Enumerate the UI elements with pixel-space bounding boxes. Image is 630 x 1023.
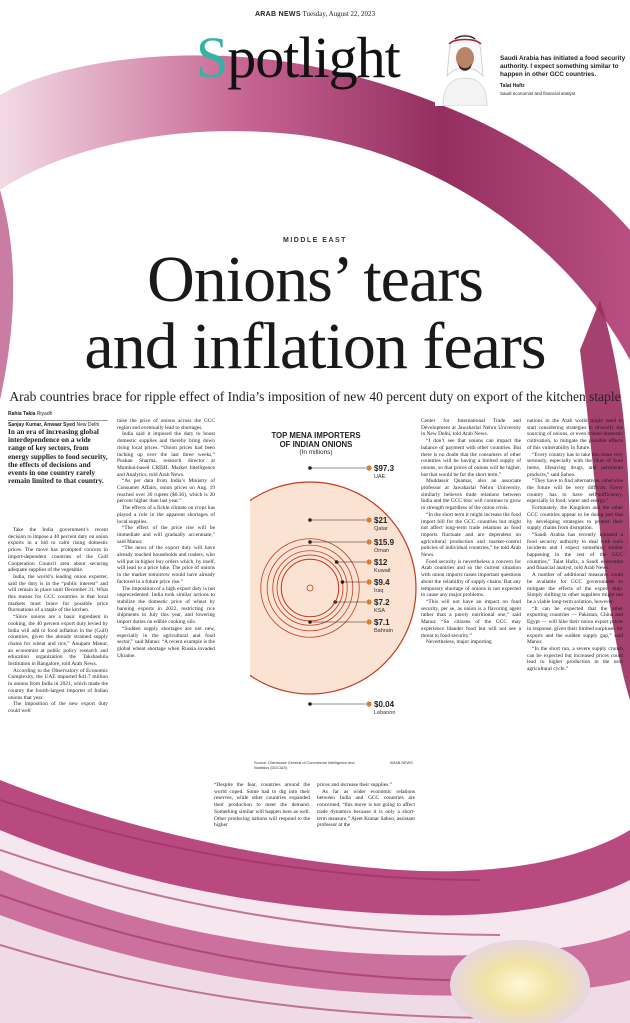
chart-source: Source: Directorate General of Commercial Intelligence and Statistics (DGCI&S) <box>254 761 355 770</box>
paragraph: A number of additional measures could be available for GCC governments to mitigate the effects of the export duty. Simply shifting to other suppliers might not be a viable long-term solution, however. <box>527 572 623 605</box>
article-column-5 <box>527 418 623 673</box>
category-label-uae: UAE <box>374 474 386 480</box>
value-label-oman: $15.9 <box>374 538 395 547</box>
paragraph: According to the Observatory of Economic Complexity, the UAE imported $41.7 million in onions from India in 2021, which made the country the fourth-largest importer of Indian onions that year. <box>8 667 108 701</box>
article-column-1 <box>8 527 108 715</box>
value-label-kuwait: $12 <box>374 558 388 567</box>
paragraph: “In the short run, a severe supply crunch can be expected but increased prices could lead to higher production in the next agricultural cycle.” <box>527 645 623 673</box>
value-label-qatar: $21 <box>374 516 388 525</box>
paragraph: “I don’t see that onions can impact the balance of payment with other countries. But there is no doubt that the consumers of other countries will be having a limited supply of onions, so that prices of onions will be higher, but that would be for the short term.” <box>421 438 521 478</box>
article-intro: In an era of increasing global interdependence on a wide range of key sectors, from energy supplies to food security, the effects of decisions and events in one country rarely remain limited to that country. <box>8 427 108 486</box>
paragraph: The imposition of the new export duty could well <box>8 701 108 714</box>
pull-quote-name: Talat Hafiz <box>500 83 525 89</box>
paragraph: The imposition of a high export duty is not unprecedented. India took similar actions to stabilize the domestic price of wheat by banning exports in 2022, restricting rice shipments in July this year, and lowering import duties on edible cooking oils. <box>117 585 215 626</box>
label-marker-oman <box>366 539 371 544</box>
section-title-spotlight <box>196 25 400 90</box>
paragraph: prices and increase their supplies.” <box>317 782 392 788</box>
issue-date: Tuesday, August 22, 2023 <box>302 10 376 18</box>
paragraph: “The news of the export duty will have already reached households and traders, who will put in higher buy orders which, by itself, will lead to a price hike. The price of onions in the market tomorrow would have already factored in a future price rise.” <box>117 545 215 585</box>
category-label-lebanon: Lebanon <box>374 710 396 716</box>
paragraph: “Despite the fear, countries around the world coped. Some had to dig into their reserves, while other countries expanded their production to meet the demand. Something similar will happen here as well. Other producing nations will respond to the higher <box>214 782 310 829</box>
paragraph: nations in the Arab world might need to start considering strategies to diversify the sourcing of onions, or even bolster domestic cultivation, to mitigate the possible effects of this vulnerability in future. <box>527 418 623 451</box>
article-column-4 <box>421 418 521 646</box>
label-marker-kuwait <box>366 559 371 564</box>
category-label-oman: Oman <box>374 548 389 554</box>
paragraph: “As per data from India’s Ministry of Consumer Affairs, onion prices on Aug. 19 reached over 30 rupees ($0.36), which is 20 percent higher than last year.” <box>117 478 215 505</box>
value-label-iraq: $9.4 <box>374 578 390 587</box>
pull-quote-text: Saudi Arabia has initiated a food security authority. I expect something similar to happen in other GCC countries. <box>500 55 626 78</box>
article-column-2 <box>117 418 215 659</box>
paragraph: Muddassir Quamar, also an associate professor at Jawaharlal Nehru University, similarly believes trade relations between India and the GCC bloc will continue to grow in strength regardless of the onion crisis. <box>421 478 521 512</box>
paragraph: “Saudi Arabia has recently initiated a food security authority to deal with such incidents and I expect something similar happening in the rest of the GCC countries,” Talat Hafiz, a Saudi economist and financial analyst, told Arab News. <box>527 531 623 572</box>
paragraph: “Since onions are a basic ingredient in cooking, the 40 percent export duty levied by India will add to food inflation in the (Gulf) countries, given the already strained supply chains for wheat and rice,” Anupam Manur, an economist at public policy research and education organization the Takshashila Institution in Bangalore, told Arab News. <box>8 614 108 668</box>
pull-quote <box>500 55 628 98</box>
subheadline: Arab countries brace for ripple effect of India’s imposition of new 40 percent duty on export of the kitchen staple <box>9 389 621 404</box>
value-label-uae: $97.3 <box>374 464 395 473</box>
byline-location-1: Riyadh <box>36 411 53 417</box>
label-marker-iraq <box>366 579 371 584</box>
value-label-ksa: $7.2 <box>374 598 390 607</box>
byline-author-1: Rahia Takia <box>8 411 36 417</box>
headline-line-2: and inflation fears <box>84 310 546 383</box>
paragraph: “They have to find alternatives, otherwise the future will be very difficult. Every country has to have self-sufficiency, especially in food, water and energy.” <box>527 478 623 505</box>
paragraph: “The effect of the price rise will be immediate and will gradually accentuate,” said Manur. <box>117 525 215 545</box>
paragraph: “Sudden supply shortages are not new, especially in the agricultural and food sector,” said Manur. “A recent example is the global wheat shortage when Russia invaded Ukraine. <box>117 625 215 659</box>
chart-title-line-2: OF INDIAN ONIONS <box>279 439 353 449</box>
chart-plot <box>250 456 420 756</box>
category-label-bahrain: Bahrain <box>374 628 393 634</box>
masthead <box>0 10 630 18</box>
label-marker-ksa <box>366 599 371 604</box>
category-label-kuwait: Kuwait <box>374 568 391 574</box>
byline-rule <box>8 420 108 421</box>
label-marker-bahrain <box>366 619 371 624</box>
category-label-ksa: KSA <box>374 608 386 614</box>
chart-unit: (In millions) <box>299 449 333 456</box>
paragraph: “This will not have an impact on food security, per se, as onion is a flavoring agent rather than a purely nutritional one,” said Manur. “So citizens of the GCC may experience blander food but will not see a threat to food security.” <box>421 598 521 639</box>
paragraph: The effects of a fickle climate on crops has played a role in the apparent shortages of local supplies. <box>117 505 215 525</box>
paper-name: ARAB NEWS <box>254 11 301 18</box>
paragraph: “In the short term it might increase the food import bill for the GCC countries but might not affect long-term trade relations as food imports fluctuate and are dependent on agricultural production and market-control policies of individual countries,” he told Arab News. <box>421 511 521 559</box>
paragraph: Fortunately, the Kingdom and the other GCC countries appear to be doing just that by developing strategies to protect their supply chains from disruption. <box>527 505 623 532</box>
onion-importers-chart <box>250 432 420 762</box>
value-label-bahrain: $7.1 <box>374 618 390 627</box>
label-marker-uae <box>366 465 371 470</box>
byline-author-2: Sanjay Kumar, Anwaar Syed <box>8 422 76 428</box>
category-label-iraq: Iraq <box>374 588 384 594</box>
headline-line-1: Onions’ tears <box>147 243 483 316</box>
paragraph: India, the world’s leading onion exporter, said the duty is in the “public interest” and will remain in place until December 31. What this means for GCC countries is that local markets must brace for possible price fluctuations of a staple of the kitchen. <box>8 573 108 614</box>
label-marker-lebanon <box>366 701 371 706</box>
paragraph: raise the price of onions across the GCC region and eventually lead to shortages. <box>117 418 215 431</box>
section-tag: MIDDLE EAST <box>283 237 347 244</box>
pull-quote-role: Saudi economist and financial analyst <box>500 91 576 96</box>
paragraph: “Every country has to take this issue very seriously, especially with the likes of food items, lifesaving drugs, and petroleum products,” said Sahoo. <box>527 451 623 478</box>
category-label-qatar: Qatar <box>374 526 388 532</box>
chart-credit: ARAB NEWS <box>390 761 413 765</box>
paragraph: Center for International Trade and Development at Jawaharlal Nehru University in New Delhi, told Arab News. <box>421 418 521 438</box>
spotlight-initial: S <box>196 25 228 90</box>
paragraph: “It can be expected that the other exporting countries — Pakistan, China and Egypt — will hike their onion export prices in response, given their limited surpluses for exports and the sudden supply gap,” said Manur. <box>527 605 623 646</box>
label-marker-qatar <box>366 517 371 522</box>
byline-location-2: New Delhi <box>76 422 100 428</box>
paragraph: As far as wider economic relations between India and GCC countries are concerned, “this move is not going to affect trade dynamics because it is only a short-term measure,” Ajeet Kumar Sahoo, assistant professor at the <box>317 788 415 829</box>
paragraph: Nevertheless, major importing <box>426 639 492 646</box>
article-column-3b <box>317 782 415 829</box>
paragraph: India said it imposed the duty to boost domestic supplies and thereby bring down rising local prices. “Onion prices had been inching up over the last three weeks,” Pushan Sharma, research director at Mumbai-based CRISIL Market Intelligence and Analytics, told Arab News. <box>117 431 215 478</box>
chart-disc <box>250 482 416 694</box>
article-column-3a <box>214 782 310 829</box>
paragraph: Food security is nevertheless a concern for Arab countries and so the current situation with onion imports raises important questions about the reliability of supply chains. But any temporary shortage of onions is not expected to cause any major problems. <box>421 558 521 599</box>
columnist-portrait <box>435 30 495 106</box>
spotlight-rest: potlight <box>227 25 400 90</box>
value-label-lebanon: $0.04 <box>374 700 395 709</box>
paragraph: Take the India government’s recent decision to impose a 40 percent duty on onion exports in a bid to calm rising domestic prices. The move has prompted concern in import-dependent countries of the Gulf Cooperation Council area about securing adequate supplies of the vegetable. <box>8 527 108 574</box>
headline <box>0 243 630 383</box>
chart-title-line-1: TOP MENA IMPORTERS <box>271 431 361 440</box>
chart-title <box>250 432 382 458</box>
